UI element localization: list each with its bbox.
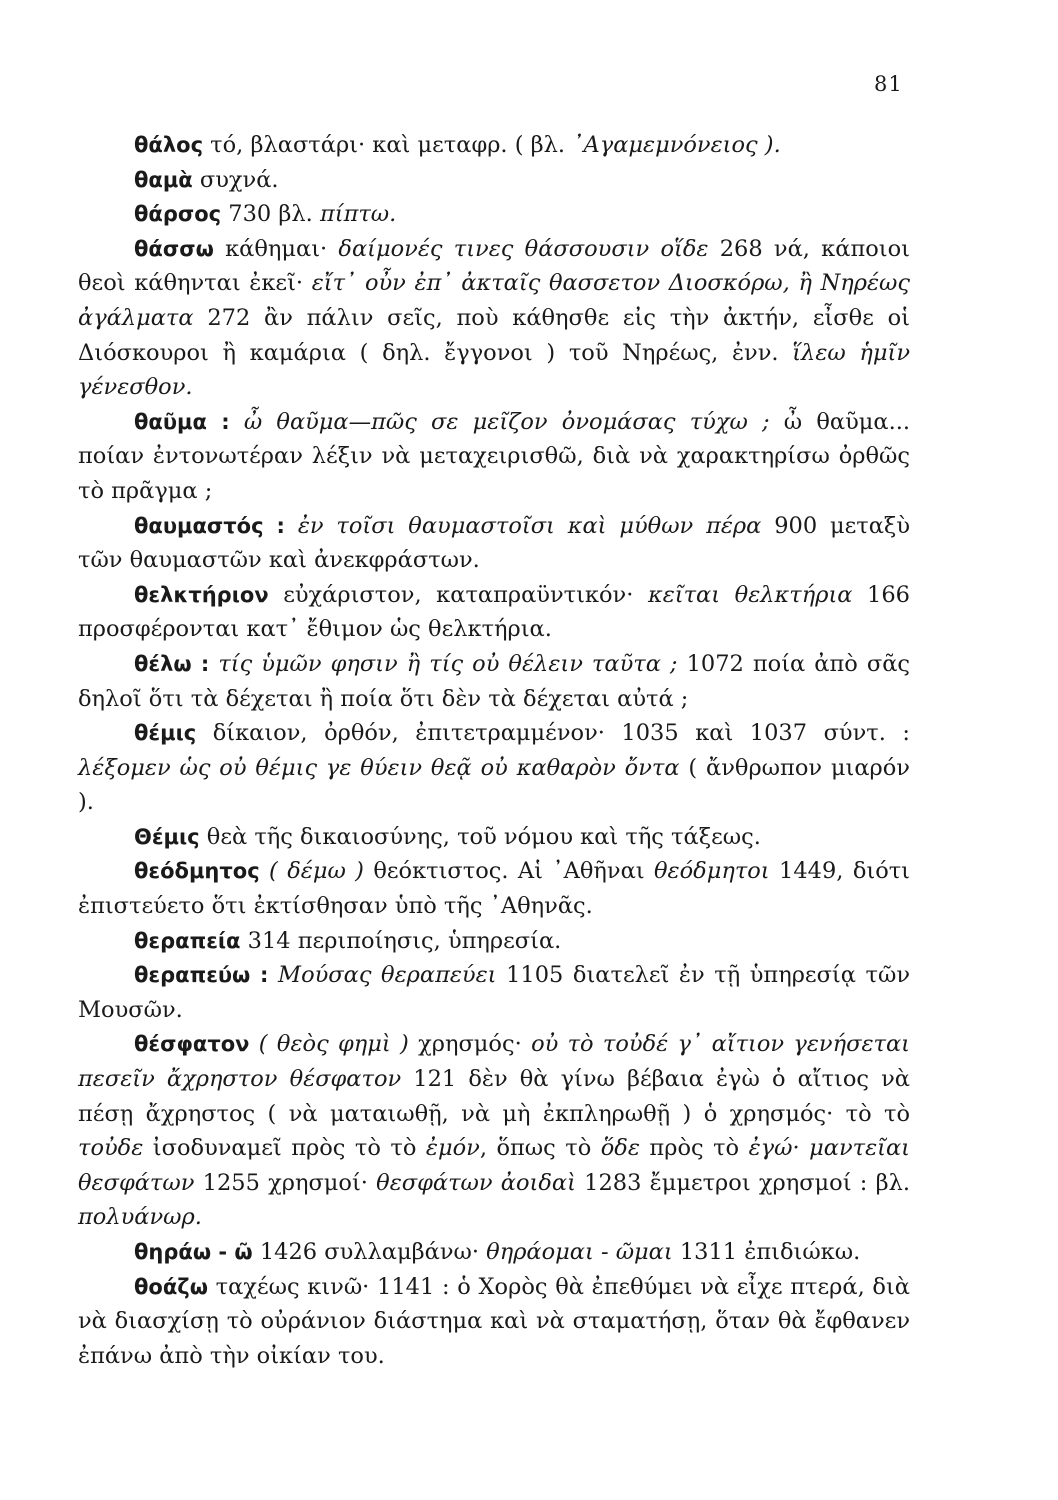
entry-text: ταχέως κινῶ· 1141 : ὁ Χορὸς θὰ ἐπεθύμει νὰ εἶχε πτερά, διὰ νὰ διασχίσῃ τὸ οὐράνιον διάστημα καὶ νὰ σταματήσῃ, ὅταν θὰ ἔφθανεν ἐπάνω ἀπὸ τὴν οἰκίαν του.: [78, 1273, 910, 1369]
entry-headword: θάσσω: [134, 236, 214, 261]
entry-quote: ἐν τοῖσι θαυμαστοῖσι καὶ μύθων πέρα: [297, 512, 762, 539]
entry-quote: οὐ τὸ τοὐδέ γ᾿ αἴτιον γενήσεται πεσεῖν ἄχρηστον θέσφατον: [78, 1031, 910, 1093]
entry-text: θεὰ τῆς δικαιοσύνης, τοῦ νόμου καὶ τῆς τάξεως.: [199, 823, 761, 850]
entry-text: [249, 1031, 258, 1057]
entry-quote: εἴτ᾿ οὖν ἐπ᾿ ἀκταῖς θασσετον Διοσκόρω, ἢ Νηρέως ἀγάλματα: [78, 270, 910, 331]
entry-text: ( ἄνθρωπον μιαρόν ).: [78, 754, 910, 816]
entry-text: ὦ θαῦμα... ποίαν ἐντονωτέραν λέξιν νὰ μεταχειρισθῶ, διὰ νὰ χαρακτηρίσω ὀρθῶς τὸ πρᾶγμα ;: [78, 408, 911, 504]
entry-quote: θηράομαι - ῶμαι: [486, 1239, 673, 1265]
entry-text: 1283 ἔμμετροι χρησμοί : βλ.: [575, 1169, 910, 1196]
glossary-entry: [78, 1027, 910, 1235]
entry-text: πρὸς τὸ: [639, 1135, 749, 1162]
entry-headword: θεραπεύω :: [134, 963, 269, 988]
entry-headword: θελκτήριον: [134, 582, 269, 607]
glossary-entry: [78, 716, 910, 820]
entry-headword: θηράω - ῶ: [134, 1240, 253, 1264]
entry-text: 900 μεταξὺ τῶν θαυμαστῶν καὶ ἀνεκφράστων.: [78, 512, 910, 574]
entry-text: θεόκτιστος. Αἱ ᾿Αθῆναι: [363, 858, 654, 885]
entry-quote: θεόδμητοι: [654, 858, 770, 885]
glossary-entry: [78, 647, 910, 716]
entry-text: 272 ἂν πάλιν σεῖς, ποὺ κάθησθε εἰς τὴν ἀκτήν, εἶσθε οἱ Διόσκουροι ἢ καμάρια ( δηλ. ἔγγονοι ) τοῦ Νηρέως, ἐνν.: [78, 304, 910, 366]
entry-headword: θάλος: [134, 133, 204, 157]
entry-quote: τοὐδε: [78, 1135, 144, 1162]
glossary-entry: [78, 509, 910, 578]
entry-quote: δαίμονές τινες θάσσουσιν οἵδε: [338, 235, 709, 262]
entry-text: κάθημαι·: [213, 235, 339, 262]
entry-quote: ἵλεω ἡμῖν γένεσθον.: [78, 339, 911, 401]
entry-text: 121 δὲν θὰ γίνω βέβαια ἐγὼ ὁ αἴτιος νὰ πέσῃ ἄχρηστος ( νὰ ματαιωθῇ, νὰ μὴ ἐκπληρωθῇ ) ὁ χρησμός· τὸ τὸ: [78, 1066, 910, 1127]
entry-headword: Θέμις: [134, 824, 200, 849]
glossary-entry: [78, 958, 910, 1027]
entry-headword: θέλω :: [134, 651, 210, 676]
entry-headword: θοάζω: [134, 1274, 208, 1299]
entry-headword: θεραπεία: [134, 928, 241, 953]
entry-text: 166 προσφέρονται κατ᾿ ἔθιμον ὡς θελκτήρια.: [78, 581, 910, 643]
entry-text: , ὅπως τὸ: [479, 1135, 601, 1162]
glossary-entry: [78, 163, 910, 198]
entry-text: εὐχάριστον, καταπραϋντικόν·: [268, 581, 648, 608]
entry-quote: ὦ θαῦμα—πῶς σε μεῖζον ὀνομάσας τύχω ;: [243, 408, 770, 435]
entry-text: [230, 409, 244, 435]
entry-text: [260, 858, 269, 884]
entry-text: 730 βλ.: [221, 201, 320, 228]
entry-text: [268, 962, 278, 988]
entry-quote: μαντεῖαι θεσφάτων: [78, 1135, 910, 1196]
entry-text: 268 νά, κάποιοι θεοὶ κάθηνται ἐκεῖ·: [78, 235, 910, 297]
entry-quote: ἐγώ·: [748, 1135, 800, 1162]
entry-quote: πίπτω.: [319, 201, 397, 228]
entry-text: [285, 513, 298, 539]
entry-quote: θεσφάτων ἀοιδαὶ: [376, 1169, 576, 1196]
entry-text: [800, 1135, 810, 1161]
glossary-entry: [78, 1270, 910, 1374]
page-number: 81: [874, 72, 903, 96]
glossary-entry: [78, 128, 910, 163]
entry-text: 1311 ἐπιδιώκω.: [672, 1239, 861, 1265]
entry-headword: θεόδμητος: [134, 859, 260, 884]
entry-quote: ἐμόν: [425, 1135, 480, 1162]
entry-headword: θαμὰ: [134, 167, 193, 192]
glossary-entry: [78, 924, 910, 959]
entry-quote: ὅδε: [600, 1135, 640, 1162]
entry-quote: ᾿Αγαμεμνόνειος ).: [572, 132, 781, 158]
entry-quote: ( θεὸς φημὶ ): [258, 1031, 409, 1058]
entry-text: ἰσοδυναμεῖ πρὸς τὸ τὸ: [143, 1135, 426, 1162]
entry-quote: τίς ὑμῶν φησιν ἢ τίς οὐ θέλειν ταῦτα ;: [218, 650, 678, 677]
entry-text: χρησμός·: [408, 1031, 532, 1058]
entry-text: 1255 χρησμοί·: [194, 1169, 377, 1196]
entry-headword: θέμις: [134, 721, 197, 746]
entry-text: 1105 διατελεῖ ἐν τῇ ὑπηρεσίᾳ τῶν Μουσῶν.: [78, 962, 911, 1023]
entry-headword: θαυμαστός :: [134, 513, 285, 538]
glossary-entry: [78, 232, 910, 405]
entry-quote: κεῖται θελκτήρια: [647, 581, 853, 608]
glossary-entry: [78, 854, 910, 923]
entry-text: δίκαιον, ὀρθόν, ἐπιτετραμμένον· 1035 καὶ 1037 σύντ. :: [196, 720, 910, 747]
entry-headword: θαῦμα :: [134, 409, 230, 434]
entry-text: 1426 συλλαμβάνω·: [252, 1239, 487, 1265]
entry-headword: θάρσος: [134, 202, 222, 227]
glossary-entry: [78, 578, 910, 647]
entry-quote: πολυάνωρ.: [78, 1204, 202, 1231]
entry-text: 314 περιποίησις, ὑπηρεσία.: [240, 927, 562, 954]
entry-quote: λέξομεν ὡς οὐ θέμις γε θύειν θεᾷ οὐ καθαρὸν ὄντα: [78, 754, 680, 781]
glossary-entry: [78, 820, 910, 855]
entry-quote: Μούσας θεραπεύει: [278, 962, 497, 989]
glossary-entry: [78, 197, 910, 232]
entry-text: 1072 ποία ἀπὸ σᾶς δηλοῖ ὅτι τὰ δέχεται ἢ ποία ὅτι δὲν τὰ δέχεται αὐτά ;: [78, 650, 910, 712]
glossary-entry: [78, 405, 910, 509]
entry-text: [209, 651, 218, 677]
entry-headword: θέσφατον: [134, 1032, 250, 1057]
entry-text: τό, βλαστάρι· καὶ μεταφρ. ( βλ.: [203, 132, 573, 158]
entry-text: 1449, διότι ἐπιστεύετο ὅτι ἐκτίσθησαν ὑπὸ τῆς ᾿Αθηνᾶς.: [78, 858, 911, 920]
entry-text: συχνά.: [192, 166, 279, 193]
glossary-entries: [78, 128, 910, 1373]
entry-quote: ( δέμω ): [269, 858, 364, 885]
glossary-entry: [78, 1235, 910, 1270]
